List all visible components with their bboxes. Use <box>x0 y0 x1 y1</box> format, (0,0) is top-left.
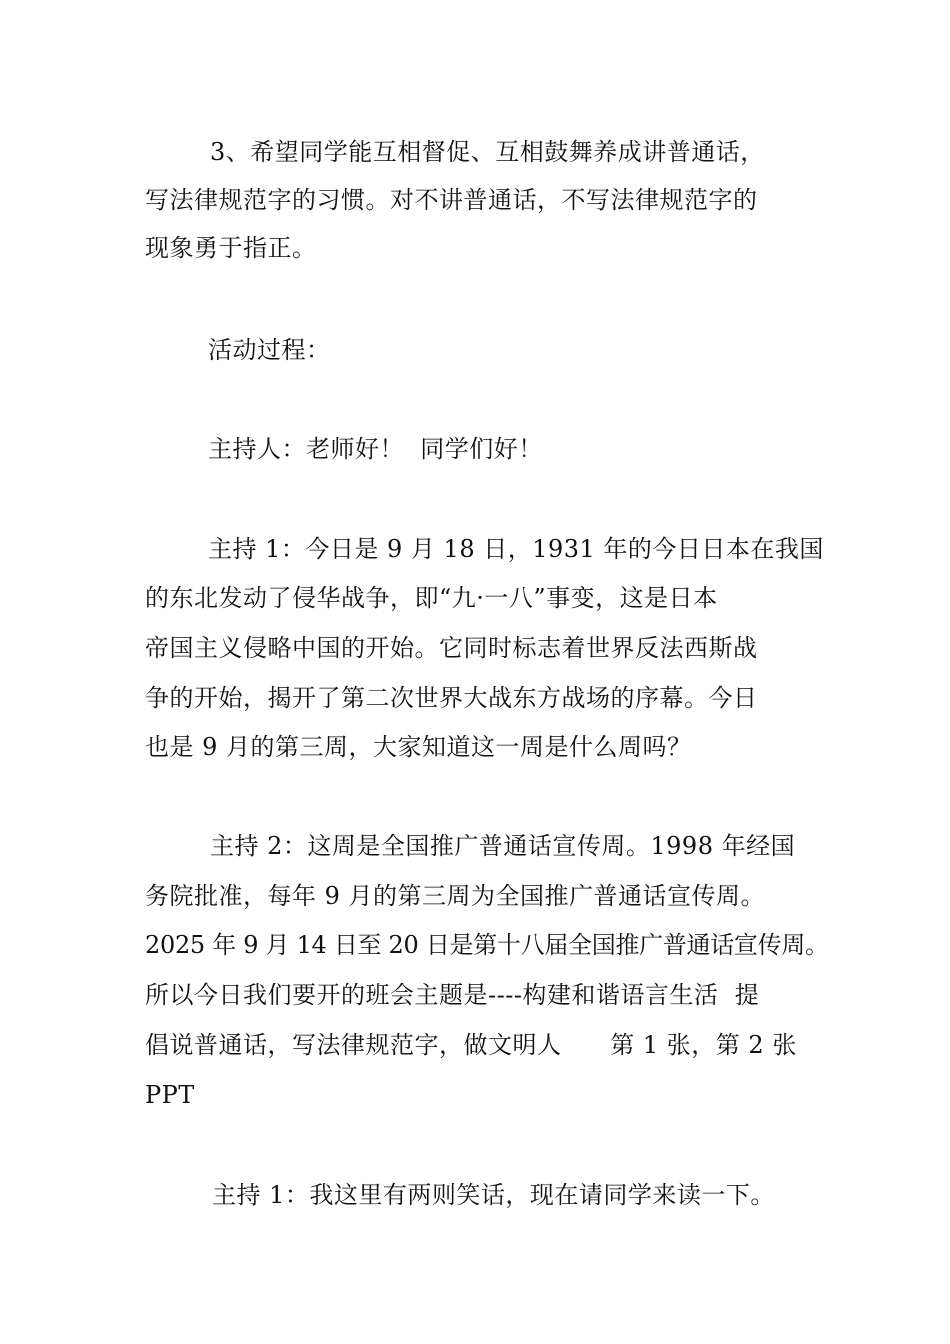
paragraph-1-line-3: 现象勇于指正。 <box>145 234 317 262</box>
host2-line-2: 务院批准，每年 9 月的第三周为全国推广普通话宣传周。 <box>145 882 766 910</box>
section-heading: 活动过程： <box>208 336 331 364</box>
paragraph-1-line-1: 3、希望同学能互相督促、互相鼓舞养成讲普通话， <box>210 138 765 166</box>
host2-line-4: 所以今日我们要开的班会主题是----构建和谐语言生活 提 <box>145 981 760 1009</box>
host2-line-5: 倡说普通话，写法律规范字，做文明人 第 1 张，第 2 张 <box>145 1031 797 1059</box>
host1-line-2: 的东北发动了侵华战争，即“九·一八”事变，这是日本 <box>145 584 718 612</box>
host1-line-3: 帝国主义侵略中国的开始。它同时标志着世界反法西斯战 <box>145 634 758 662</box>
host1-line-5: 也是 9 月的第三周，大家知道这一周是什么周吗？ <box>145 733 692 761</box>
paragraph-1-line-2: 写法律规范字的习惯。对不讲普通话，不写法律规范字的 <box>145 186 758 214</box>
host2-line-1: 主持 2：这周是全国推广普通话宣传周。1998 年经国 <box>210 832 796 860</box>
host-greeting: 主持人：老师好！ 同学们好！ <box>208 435 543 463</box>
host2-line-3: 2025 年 9 月 14 日至 20 日是第十八届全国推广普通话宣传周。 <box>145 931 829 959</box>
host2-line-6: PPT <box>145 1081 195 1109</box>
host1-line-4: 争的开始，揭开了第二次世界大战东方战场的序幕。今日 <box>145 684 758 712</box>
host1-jokes-line: 主持 1：我这里有两则笑话，现在请同学来读一下。 <box>212 1181 775 1209</box>
host1-line-1: 主持 1：今日是 9 月 18 日，1931 年的今日日本在我国 <box>208 535 824 563</box>
